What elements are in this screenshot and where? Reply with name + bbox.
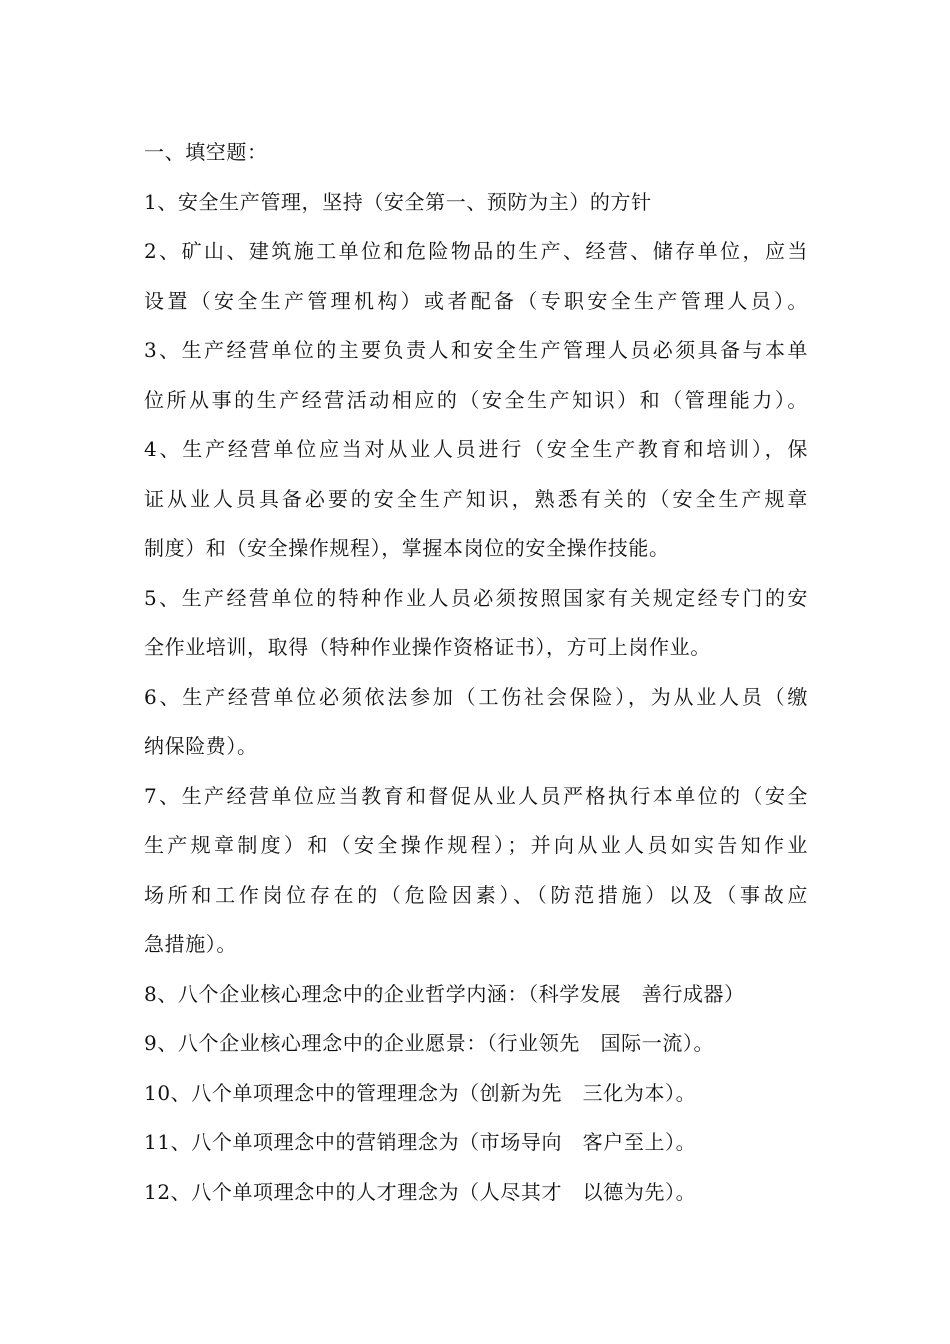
text-line: 4、生产经营单位应当对从业人员进行（安全生产教育和培训），保 [144,437,808,461]
text-line: 7、生产经营单位应当教育和督促从业人员严格执行本单位的（安全 [144,783,808,808]
text-line: 9、八个企业核心理念中的企业愿景：（行业领先 国际一流）。 [144,1031,715,1055]
section-heading: 一、填空题： [144,140,268,164]
text-line: 场所和工作岗位存在的（危险因素）、（防范措施）以及（事故应 [144,882,808,907]
text-line: 6、生产经营单位必须依法参加（工伤社会保险），为从业人员（缴 [144,684,808,709]
text-line: 1、安全生产管理，坚持（安全第一、预防为主）的方针 [144,189,652,214]
document-body [144,128,808,1217]
text-line: 2、矿山、建筑施工单位和危险物品的生产、经营、储存单位，应当 [144,239,808,263]
text-line: 设置（安全生产管理机构）或者配备（专职安全生产管理人员）。 [144,288,808,313]
text-line: 证从业人员具备必要的安全生产知识，熟悉有关的（安全生产规章 [144,486,808,511]
text-line: 急措施）。 [144,932,237,956]
text-line: 10、八个单项理念中的管理理念为（创新为先 三化为本）。 [144,1080,697,1105]
text-line: 全作业培训，取得（特种作业操作资格证书），方可上岗作业。 [144,635,711,659]
text-line: 3、生产经营单位的主要负责人和安全生产管理人员必须具备与本单 [144,338,808,362]
text-line: 12、八个单项理念中的人才理念为（人尽其才 以德为先）。 [144,1179,697,1204]
text-line: 5、生产经营单位的特种作业人员必须按照国家有关规定经专门的安 [144,585,808,610]
text-line: 制度）和（安全操作规程），掌握本岗位的安全操作技能。 [144,536,670,560]
text-line: 纳保险费）。 [144,734,258,758]
text-line: 11、八个单项理念中的营销理念为（市场导向 客户至上）。 [144,1130,697,1154]
text-line: 生产规章制度）和（安全操作规程）；并向从业人员如实告知作业 [144,833,808,857]
text-line: 8、八个企业核心理念中的企业哲学内涵：（科学发展 善行成器） [144,981,745,1006]
text-line: 位所从事的生产经营活动相应的（安全生产知识）和（管理能力）。 [144,387,808,412]
